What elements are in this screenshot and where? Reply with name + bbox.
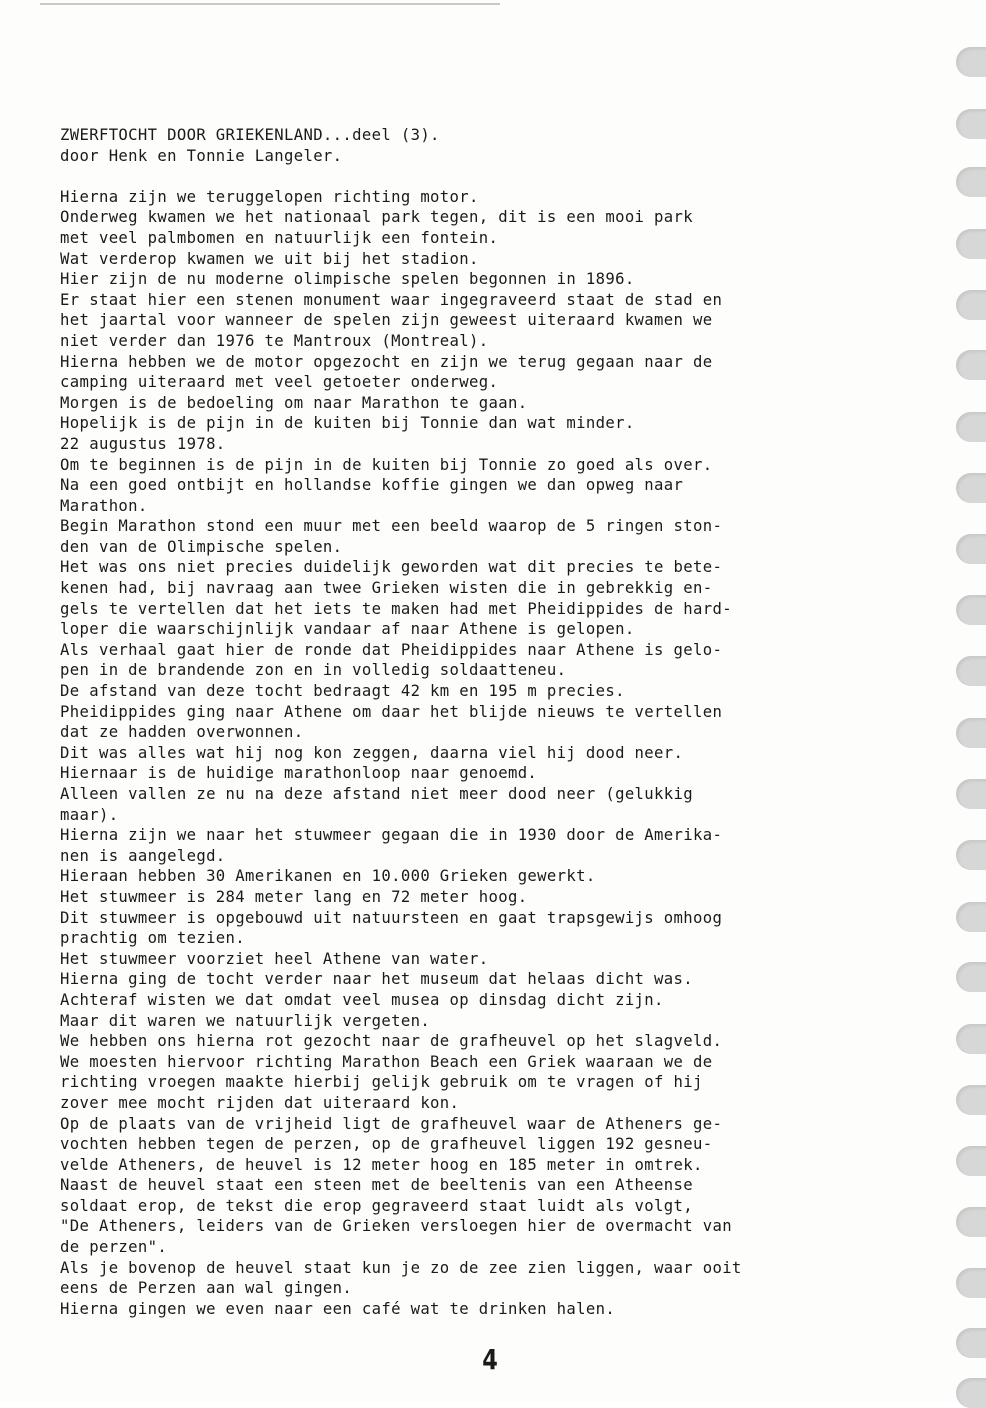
body-line: Dit stuwmeer is opgebouwd uit natuursteen en gaat trapsgewijs omhoog [60, 908, 723, 927]
binder-hole [956, 840, 986, 870]
body-line: Dit was alles wat hij nog kon zeggen, daarna viel hij dood neer. [60, 743, 684, 762]
body-line: vochten hebben tegen de perzen, op de grafheuvel liggen 192 gesneu- [60, 1135, 713, 1154]
body-line: Alleen vallen ze nu na deze afstand niet meer dood neer (gelukkig [60, 785, 693, 803]
body-line: soldaat erop, de tekst die erop gegraveerd staat luidt als volgt, [60, 1196, 693, 1215]
body-line: dat ze hadden overwonnen. [60, 723, 304, 742]
body-line: Als verhaal gaat hier de ronde dat Pheidippides naar Athene is gelo- [60, 640, 723, 659]
binder-hole [956, 1207, 986, 1237]
binder-hole [956, 1328, 986, 1358]
body-line: Hieraan hebben 30 Amerikanen en 10.000 Grieken gewerkt. [60, 867, 596, 886]
binder-hole [956, 902, 986, 932]
body-line: prachtig om tezien. [60, 929, 246, 948]
scan-edge-line [40, 3, 500, 5]
body-line: Maar dit waren we natuurlijk vergeten. [60, 1011, 431, 1030]
body-line: Als je bovenop de heuvel staat kun je zo de zee zien liggen, waar ooit [60, 1258, 742, 1277]
body-line: Het stuwmeer is 284 meter lang en 72 meter hoog. [60, 887, 528, 906]
body-line: loper die waarschijnlijk vandaar af naar Athene is gelopen. [60, 620, 635, 639]
body-line: zover mee mocht rijden dat uiteraard kon. [60, 1093, 460, 1112]
body-line: Op de plaats van de vrijheid ligt de grafheuvel waar de Atheners ge- [60, 1114, 723, 1133]
body-line: Marathon. [60, 496, 148, 515]
body-line: "De Atheners, leiders van de Grieken versloegen hier de overmacht van [60, 1217, 732, 1236]
body-line: Begin Marathon stond een muur met een beeld waarop de 5 ringen ston- [60, 517, 723, 536]
body-line: 22 augustus 1978. [60, 434, 226, 453]
article-author: door Henk en Tonnie Langeler. [60, 146, 343, 165]
binder-hole [956, 473, 986, 503]
body-line: maar). [60, 805, 119, 824]
body-line: Wat verderop kwamen we uit bij het stadion. [60, 249, 479, 268]
body-line: Hierna zijn we teruggelopen richting motor. [60, 187, 479, 206]
binder-hole [956, 718, 986, 748]
body-line: De afstand van deze tocht bedraagt 42 km en 195 m precies. [60, 682, 625, 701]
binder-hole [956, 1024, 986, 1054]
body-line: pen in de brandende zon en in volledig soldaatteneu. [60, 661, 567, 680]
article-text [60, 125, 950, 1319]
body-line: niet verder dan 1976 te Mantroux (Montreal). [60, 331, 489, 350]
body-line: richting vroegen maakte hierbij gelijk gebruik om te vragen of hij [60, 1073, 703, 1092]
body-line: Het stuwmeer voorziet heel Athene van water. [60, 949, 489, 968]
binder-hole [956, 229, 986, 259]
binder-hole [956, 350, 986, 380]
binder-hole [956, 1378, 986, 1408]
binder-hole [956, 779, 986, 809]
page-number: 4 [482, 1343, 498, 1376]
binder-hole [956, 412, 986, 442]
body-line: Morgen is de bedoeling om naar Marathon te gaan. [60, 393, 528, 412]
binder-hole [956, 595, 986, 625]
body-line: Achteraf wisten we dat omdat veel musea op dinsdag dicht zijn. [60, 990, 664, 1009]
body-line: Om te beginnen is de pijn in de kuiten bij Tonnie zo goed als over. [60, 455, 713, 474]
body-line: Onderweg kwamen we het nationaal park tegen, dit is een mooi park [60, 208, 693, 227]
body-line: We hebben ons hierna rot gezocht naar de grafheuvel op het slagveld. [60, 1032, 723, 1051]
binder-hole [956, 1146, 986, 1176]
body-line: Hiernaar is de huidige marathonloop naar genoemd. [60, 764, 538, 783]
paragraph-gap [60, 166, 950, 187]
body-line: den van de Olimpische spelen. [60, 537, 343, 556]
article-body [60, 187, 950, 1320]
binder-hole [956, 534, 986, 564]
binder-hole [956, 167, 986, 197]
article-title: ZWERFTOCHT DOOR GRIEKENLAND...deel (3). [60, 126, 440, 144]
body-line: nen is aangelegd. [60, 846, 226, 865]
body-line: eens de Perzen aan wal gingen. [60, 1279, 353, 1298]
body-line: met veel palmbomen en natuurlijk een fontein. [60, 228, 499, 247]
binder-hole [956, 47, 986, 77]
binder-hole [956, 1085, 986, 1115]
body-line: Naast de heuvel staat een steen met de beeltenis van een Atheense [60, 1176, 693, 1195]
body-line: Na een goed ontbijt en hollandse koffie gingen we dan opweg naar [60, 476, 684, 495]
body-line: het jaartal voor wanneer de spelen zijn geweest uiteraard kwamen we [60, 311, 713, 330]
body-line: Het was ons niet precies duidelijk geworden wat dit precies te bete- [60, 558, 723, 577]
body-line: camping uiteraard met veel getoeter onderweg. [60, 373, 499, 392]
body-line: Hierna hebben we de motor opgezocht en zijn we terug gegaan naar de [60, 352, 713, 371]
body-line: Er staat hier een stenen monument waar ingegraveerd staat de stad en [60, 290, 723, 309]
body-line: velde Atheners, de heuvel is 12 meter hoog en 185 meter in omtrek. [60, 1155, 703, 1174]
binder-hole [956, 962, 986, 992]
binder-hole [956, 290, 986, 320]
body-line: kenen had, bij navraag aan twee Grieken wisten die in gebrekkig en- [60, 579, 713, 598]
body-line: Hierna zijn we naar het stuwmeer gegaan die in 1930 door de Amerika- [60, 826, 723, 845]
body-line: We moesten hiervoor richting Marathon Beach een Griek waaraan we de [60, 1052, 713, 1071]
body-line: Hierna ging de tocht verder naar het museum dat helaas dicht was. [60, 970, 693, 989]
body-line: Pheidippides ging naar Athene om daar het blijde nieuws te vertellen [60, 702, 723, 721]
body-line: Hopelijk is de pijn in de kuiten bij Tonnie dan wat minder. [60, 414, 635, 433]
binder-hole [956, 656, 986, 686]
body-line: Hierna gingen we even naar een café wat te drinken halen. [60, 1299, 616, 1318]
body-line: de perzen". [60, 1238, 168, 1257]
body-line: Hier zijn de nu moderne olimpische spelen begonnen in 1896. [60, 270, 635, 289]
binder-hole [956, 1268, 986, 1298]
binder-hole [956, 109, 986, 139]
body-line: gels te vertellen dat het iets te maken had met Pheidippides de hard- [60, 599, 732, 618]
